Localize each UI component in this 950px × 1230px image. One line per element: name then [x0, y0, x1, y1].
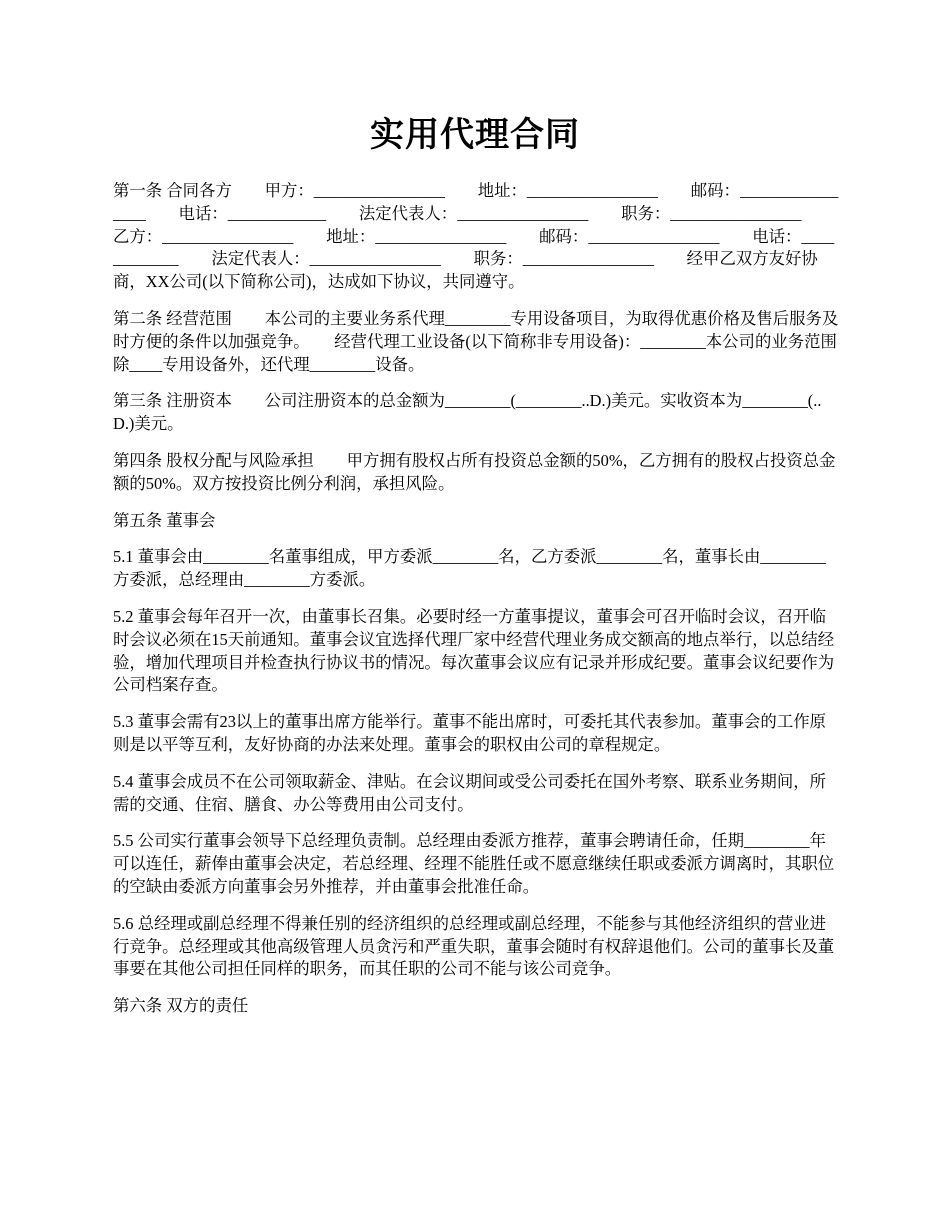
clause-5-6: 5.6 总经理或副总经理不得兼任别的经济组织的总经理或副总经理，不能参与其他经济组织的营业进行竞争。总经理或其他高级管理人员贪污和严重失职，董事会随时有权辞退他们。公司的董事长及董事要在其他公司担任同样的职务，而其任职的公司不能与该公司竞争。 [113, 913, 835, 979]
page-title: 实用代理合同 [370, 115, 580, 155]
document-body [113, 180, 839, 1032]
clause-5-5: 5.5 公司实行董事会领导下总经理负责制。总经理由委派方推荐，董事会聘请任命，任期________年可以连任，薪俸由董事会决定，若总经理、经理不能胜任或不愿意继续任职或委派方调离时，其职位的空缺由委派方向董事会另外推荐，并由董事会批准任命。 [113, 831, 835, 896]
article-5-heading: 第五条 董事会 [113, 510, 216, 530]
clause-5-4: 5.4 董事会成员不在公司领取薪金、津贴。在会议期间或受公司委托在国外考察、联系业务期间，所需的交通、住宿、膳食、办公等费用由公司支付。 [113, 771, 826, 814]
clause-5-3: 5.3 董事会需有23以上的董事出席方能举行。董事不能出席时，可委托其代表参加。董事会的工作原则是以平等互利，友好协商的办法来处理。董事会的职权由公司的章程规定。 [113, 712, 826, 754]
article-6-heading: 第六条 双方的责任 [113, 996, 249, 1016]
article-4-equity-and-risk: 第四条 股权分配与风险承担 甲方拥有股权占所有投资总金额的50%，乙方拥有的股权占投资总金额的50%。双方按投资比例分利润，承担风险。 [113, 450, 836, 493]
article-3-registered-capital: 第三条 注册资本 公司注册资本的总金额为________(________..D.)美元。实收资本为________(..D.)美元。 [113, 391, 822, 434]
clause-5-1: 5.1 董事会由________名董事组成，甲方委派________名，乙方委派________名，董事长由________方委派，总经理由________方委派。 [113, 547, 826, 590]
article-2-business-scope: 第二条 经营范围 本公司的主要业务系代理________专用设备项目，为取得优惠价格及售后服务及时方便的条件以加强竞争。 经营代理工业设备(以下简称非专用设备)：________本公司的业务范围除____专用设备外，还代理________设备。 [113, 308, 839, 374]
article-1-parties: 第一条 合同各方 甲方：________________ 地址：________________ 邮码：________________ 电话：____________ 法定代表人：________________ 职务：________________ 乙方：________________ 地址：________________ 邮码：________________ 电话：____________ 法定代表人：________________ 职务：________________ 经甲乙双方友好协商，XX公司(以下简称公司)，达成如下协议，共同遵守。 [113, 181, 839, 292]
clause-5-2: 5.2 董事会每年召开一次，由董事长召集。必要时经一方董事提议，董事会可召开临时会议，召开临时会议必须在15天前通知。董事会议宜选择代理厂家中经营代理业务成交额高的地点举行，以总结经验，增加代理项目并检查执行协议书的情况。每次董事会议应有记录并形成纪要。董事会议纪要作为公司档案存查。 [113, 606, 835, 695]
